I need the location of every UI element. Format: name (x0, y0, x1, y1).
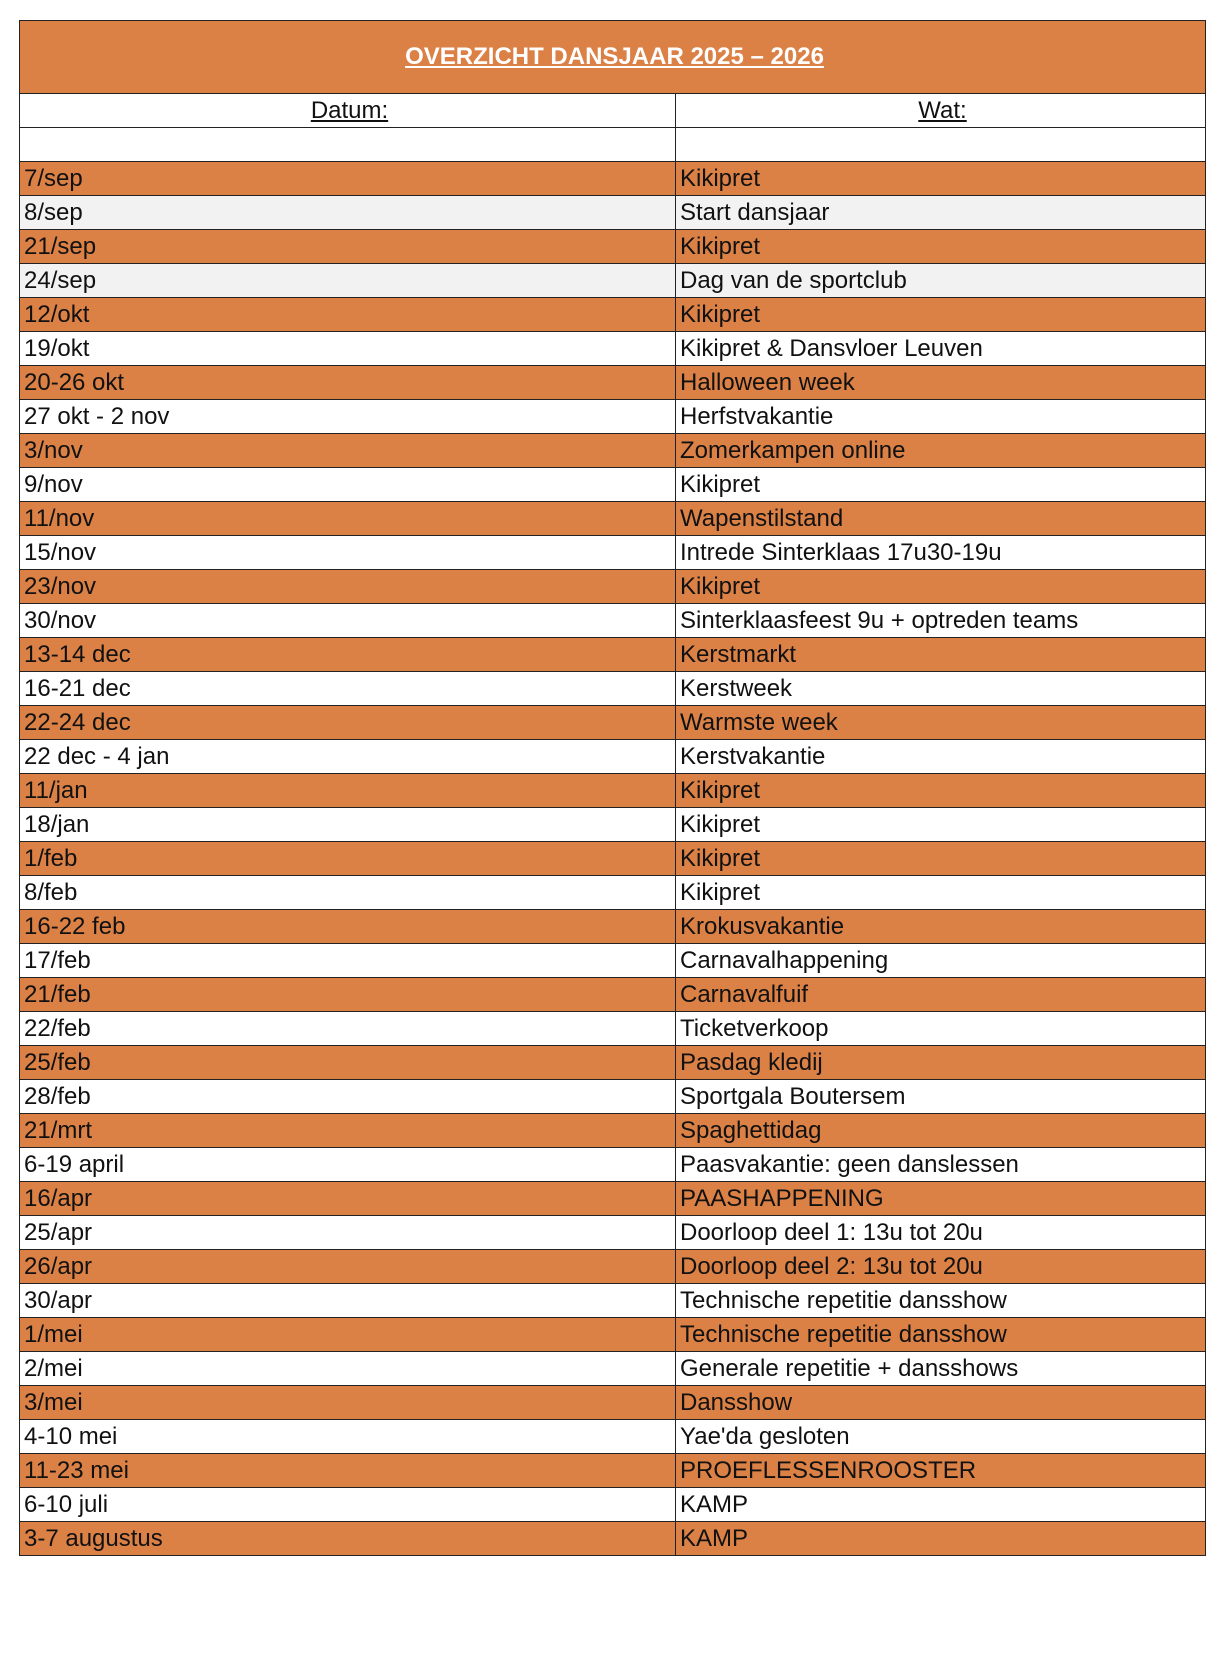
table-row (20, 1216, 1206, 1250)
table-row (20, 978, 1206, 1012)
event-cell: Carnavalfuif (676, 978, 1206, 1012)
table-row (20, 944, 1206, 978)
date-cell: 9/nov (20, 468, 676, 502)
table-row (20, 332, 1206, 366)
date-cell: 4-10 mei (20, 1420, 676, 1454)
table-row (20, 638, 1206, 672)
event-cell: Kikipret (676, 774, 1206, 808)
table-row (20, 1080, 1206, 1114)
event-cell: KAMP (676, 1488, 1206, 1522)
date-cell: 1/mei (20, 1318, 676, 1352)
event-cell: Spaghettidag (676, 1114, 1206, 1148)
table-row (20, 876, 1206, 910)
table-row (20, 1522, 1206, 1556)
event-cell: Intrede Sinterklaas 17u30-19u (676, 536, 1206, 570)
event-cell: PROEFLESSENROOSTER (676, 1454, 1206, 1488)
date-cell: 12/okt (20, 298, 676, 332)
table-row (20, 1250, 1206, 1284)
date-cell: 16/apr (20, 1182, 676, 1216)
table-row (20, 1318, 1206, 1352)
table-row (20, 230, 1206, 264)
date-cell: 13-14 dec (20, 638, 676, 672)
table-row (20, 1420, 1206, 1454)
table-row (20, 774, 1206, 808)
event-cell: Krokusvakantie (676, 910, 1206, 944)
empty-cell (676, 128, 1206, 162)
event-cell: PAASHAPPENING (676, 1182, 1206, 1216)
date-cell: 8/feb (20, 876, 676, 910)
date-cell: 23/nov (20, 570, 676, 604)
date-cell: 2/mei (20, 1352, 676, 1386)
event-cell: Kikipret (676, 842, 1206, 876)
table-row (20, 910, 1206, 944)
table-row (20, 1454, 1206, 1488)
event-cell: Herfstvakantie (676, 400, 1206, 434)
table-row (20, 502, 1206, 536)
table-row (20, 570, 1206, 604)
table-row (20, 264, 1206, 298)
event-cell: Ticketverkoop (676, 1012, 1206, 1046)
table-row (20, 400, 1206, 434)
event-cell: Wapenstilstand (676, 502, 1206, 536)
event-cell: Kikipret (676, 876, 1206, 910)
table-row (20, 1352, 1206, 1386)
date-cell: 8/sep (20, 196, 676, 230)
event-cell: Kikipret (676, 468, 1206, 502)
header-datum: Datum: (20, 94, 676, 128)
table-row (20, 366, 1206, 400)
event-cell: Kikipret (676, 570, 1206, 604)
table-row (20, 1046, 1206, 1080)
event-cell: Technische repetitie dansshow (676, 1318, 1206, 1352)
event-cell: Kerstvakantie (676, 740, 1206, 774)
event-cell: KAMP (676, 1522, 1206, 1556)
event-cell: Warmste week (676, 706, 1206, 740)
date-cell: 20-26 okt (20, 366, 676, 400)
table-row (20, 1284, 1206, 1318)
date-cell: 22/feb (20, 1012, 676, 1046)
header-row (20, 94, 1206, 128)
date-cell: 3/nov (20, 434, 676, 468)
event-cell: Sportgala Boutersem (676, 1080, 1206, 1114)
date-cell: 6-10 juli (20, 1488, 676, 1522)
table-row (20, 808, 1206, 842)
table-row (20, 298, 1206, 332)
event-cell: Kerstmarkt (676, 638, 1206, 672)
date-cell: 11-23 mei (20, 1454, 676, 1488)
date-cell: 11/jan (20, 774, 676, 808)
table-row (20, 196, 1206, 230)
date-cell: 7/sep (20, 162, 676, 196)
date-cell: 25/apr (20, 1216, 676, 1250)
table-row (20, 842, 1206, 876)
date-cell: 3/mei (20, 1386, 676, 1420)
event-cell: Generale repetitie + dansshows (676, 1352, 1206, 1386)
date-cell: 25/feb (20, 1046, 676, 1080)
empty-row (20, 128, 1206, 162)
table-row (20, 706, 1206, 740)
table-row (20, 1182, 1206, 1216)
date-cell: 22 dec - 4 jan (20, 740, 676, 774)
event-cell: Kikipret (676, 162, 1206, 196)
event-cell: Kikipret (676, 230, 1206, 264)
event-cell: Doorloop deel 2: 13u tot 20u (676, 1250, 1206, 1284)
date-cell: 17/feb (20, 944, 676, 978)
event-cell: Yae'da gesloten (676, 1420, 1206, 1454)
table-row (20, 536, 1206, 570)
header-wat: Wat: (676, 94, 1206, 128)
table-row (20, 604, 1206, 638)
date-cell: 21/mrt (20, 1114, 676, 1148)
table-row (20, 1114, 1206, 1148)
event-cell: Kerstweek (676, 672, 1206, 706)
table-row (20, 162, 1206, 196)
date-cell: 30/nov (20, 604, 676, 638)
event-cell: Doorloop deel 1: 13u tot 20u (676, 1216, 1206, 1250)
event-cell: Kikipret (676, 298, 1206, 332)
table-row (20, 1386, 1206, 1420)
date-cell: 16-21 dec (20, 672, 676, 706)
event-cell: Dag van de sportclub (676, 264, 1206, 298)
event-cell: Sinterklaasfeest 9u + optreden teams (676, 604, 1206, 638)
table-row (20, 1488, 1206, 1522)
date-cell: 30/apr (20, 1284, 676, 1318)
event-cell: Kikipret (676, 808, 1206, 842)
date-cell: 21/sep (20, 230, 676, 264)
table-row (20, 672, 1206, 706)
date-cell: 15/nov (20, 536, 676, 570)
date-cell: 22-24 dec (20, 706, 676, 740)
table-row (20, 1148, 1206, 1182)
date-cell: 18/jan (20, 808, 676, 842)
title-row (20, 21, 1206, 94)
event-cell: Paasvakantie: geen danslessen (676, 1148, 1206, 1182)
date-cell: 16-22 feb (20, 910, 676, 944)
event-cell: Technische repetitie dansshow (676, 1284, 1206, 1318)
page-title: OVERZICHT DANSJAAR 2025 – 2026 (20, 21, 1206, 94)
date-cell: 21/feb (20, 978, 676, 1012)
date-cell: 19/okt (20, 332, 676, 366)
event-cell: Pasdag kledij (676, 1046, 1206, 1080)
table-row (20, 434, 1206, 468)
date-cell: 3-7 augustus (20, 1522, 676, 1556)
table-row (20, 1012, 1206, 1046)
event-cell: Dansshow (676, 1386, 1206, 1420)
date-cell: 24/sep (20, 264, 676, 298)
event-cell: Start dansjaar (676, 196, 1206, 230)
date-cell: 28/feb (20, 1080, 676, 1114)
table-row (20, 468, 1206, 502)
event-cell: Kikipret & Dansvloer Leuven (676, 332, 1206, 366)
table-row (20, 740, 1206, 774)
event-cell: Zomerkampen online (676, 434, 1206, 468)
date-cell: 11/nov (20, 502, 676, 536)
date-cell: 6-19 april (20, 1148, 676, 1182)
event-cell: Halloween week (676, 366, 1206, 400)
empty-cell (20, 128, 676, 162)
date-cell: 26/apr (20, 1250, 676, 1284)
event-cell: Carnavalhappening (676, 944, 1206, 978)
schedule-table (19, 20, 1206, 1556)
date-cell: 1/feb (20, 842, 676, 876)
date-cell: 27 okt - 2 nov (20, 400, 676, 434)
